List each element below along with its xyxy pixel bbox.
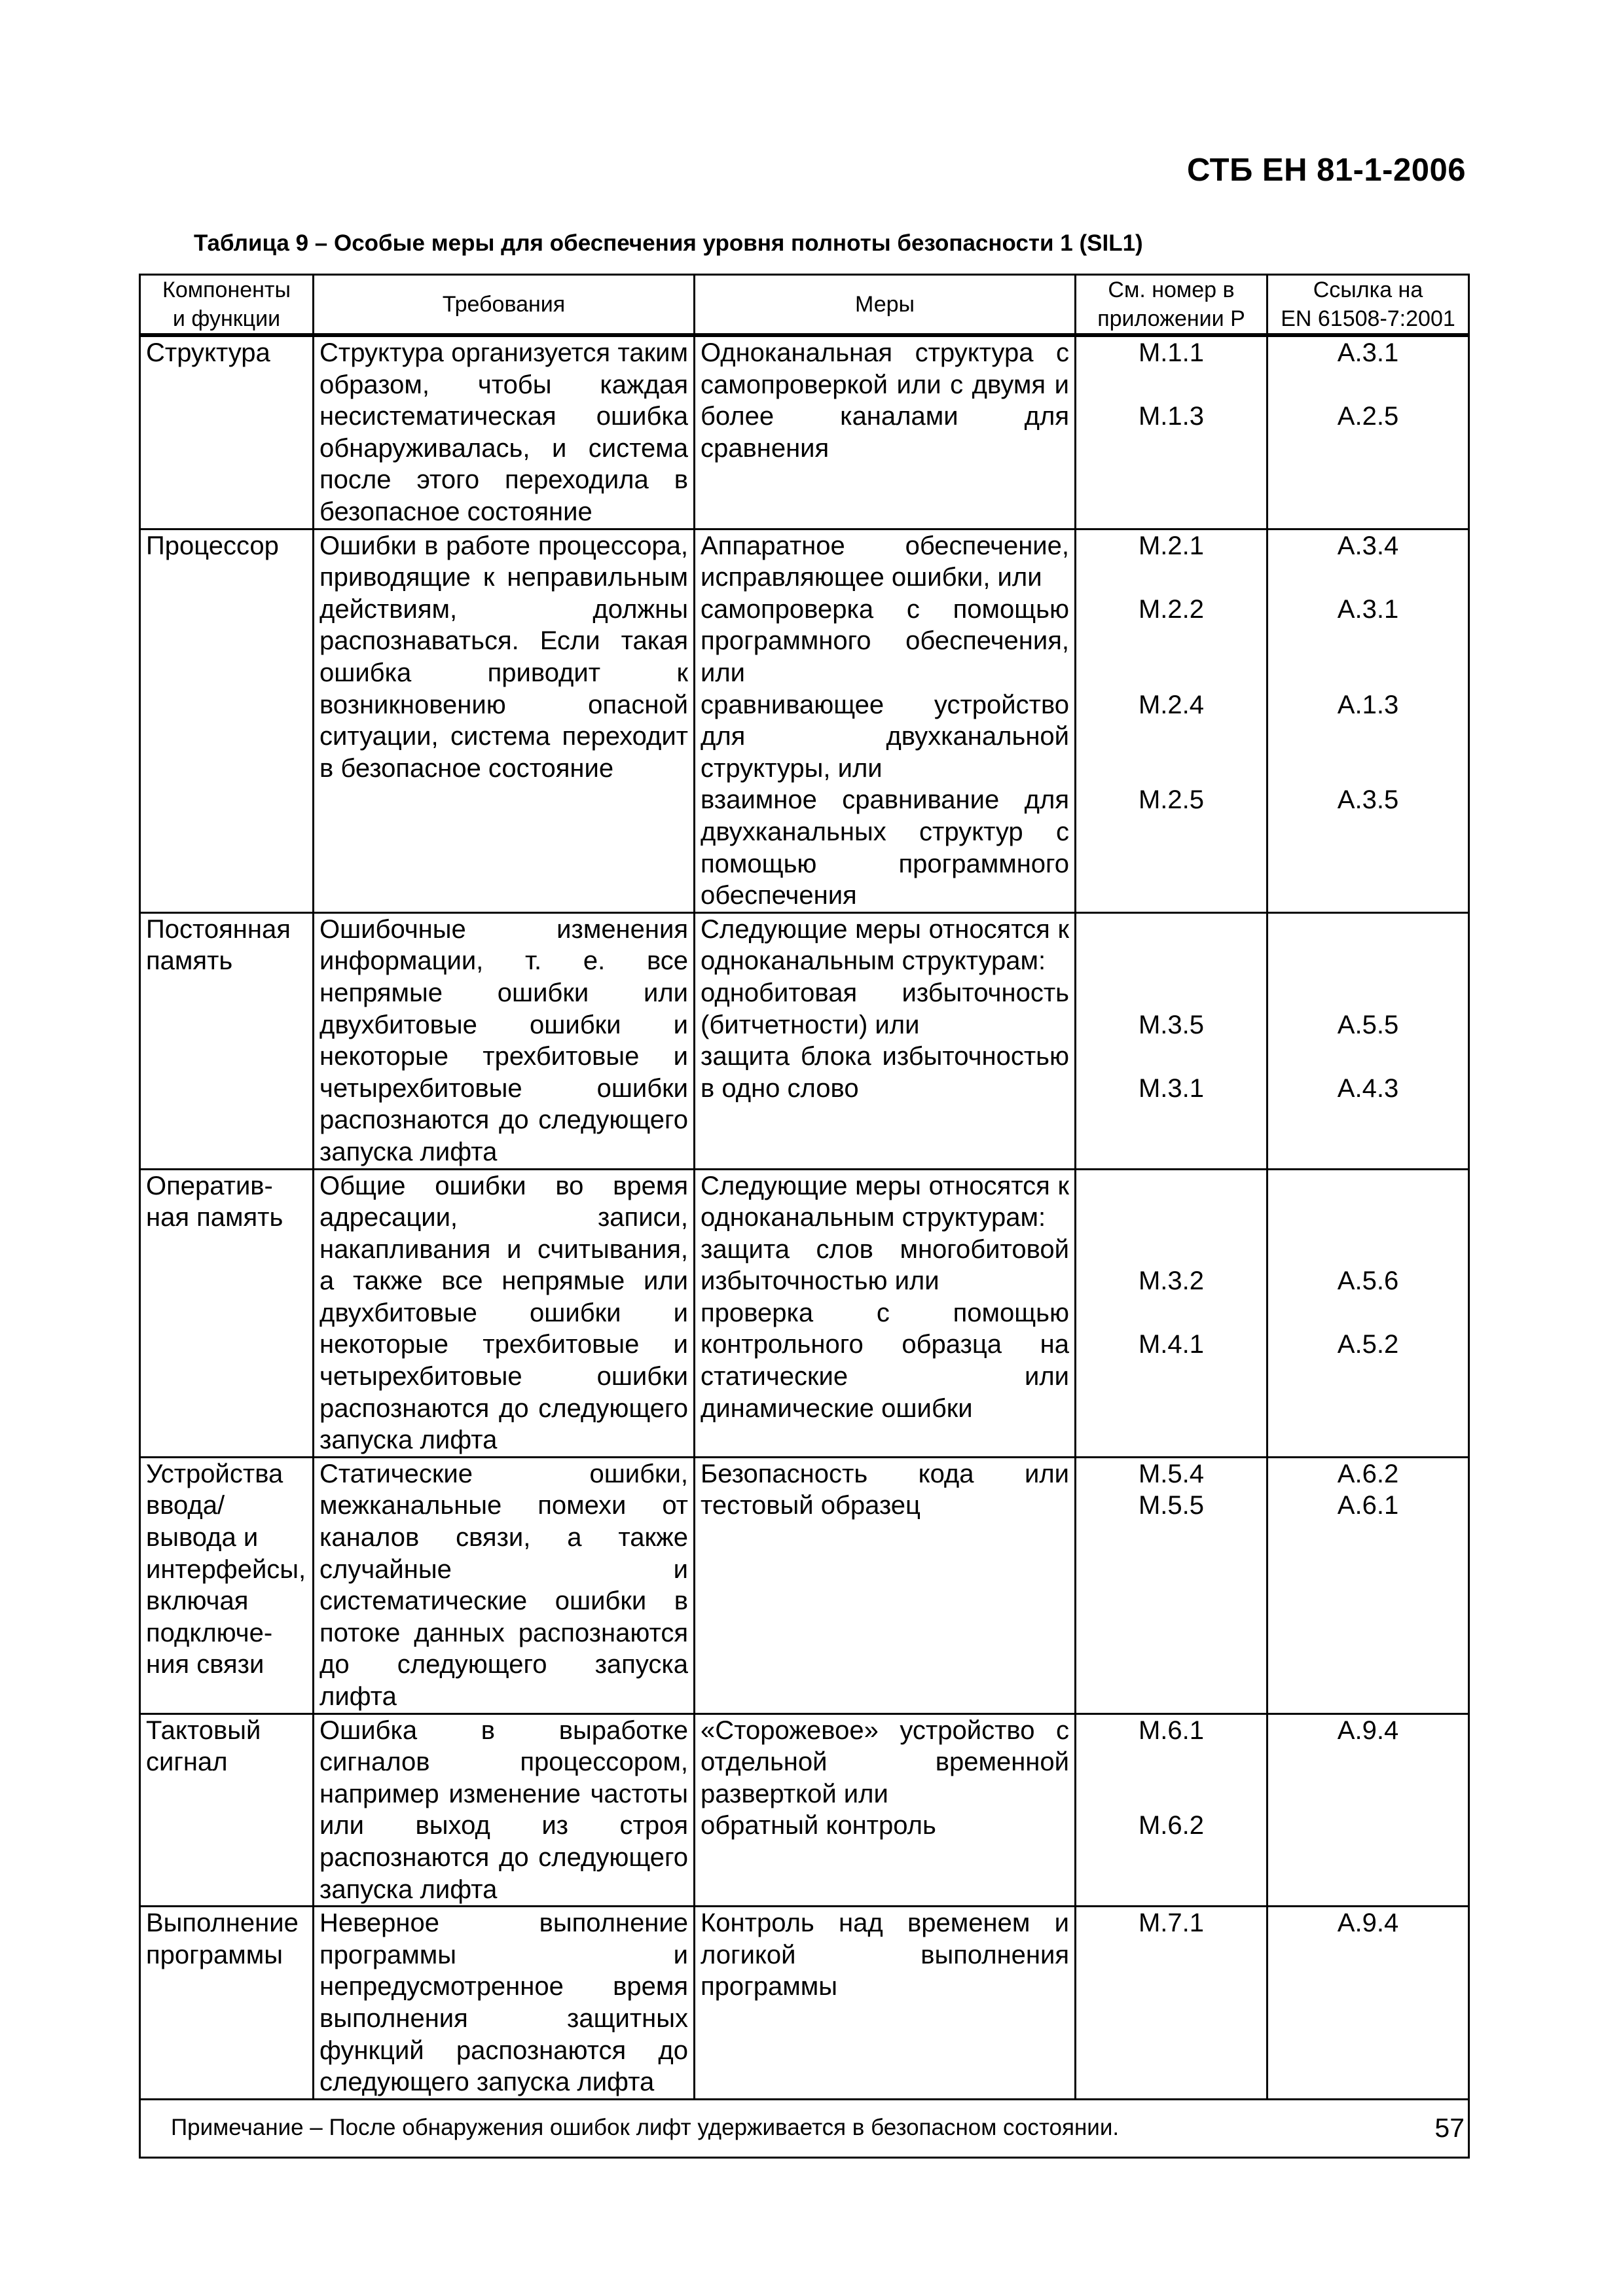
column-header-requirements [314, 275, 695, 336]
component-line: ная память [146, 1203, 283, 1232]
requirement-cell: Ошибочные изменения информации, т. е. все непрямые ошибки или двухбитовые ошибки и некоторые трехбитовые и четырехбитовые ошибки распознаются до следующего запуска лифта [314, 912, 695, 1169]
annex-number: М.5.4 [1138, 1459, 1205, 1488]
measure-item: Аппаратное обеспечение, исправляющее ошибки, или [701, 531, 1069, 592]
component-line: программы [146, 1940, 283, 1969]
column-header-line: Требования [442, 292, 566, 317]
measures-cell [695, 1169, 1076, 1457]
en-reference: A.1.3 [1337, 690, 1399, 719]
table-note-row [140, 2099, 1469, 2157]
annex-number: М.6.1 [1138, 1715, 1205, 1745]
component-line: Постоянная [146, 914, 291, 944]
table-row [140, 335, 1469, 529]
en-reference: A.6.1 [1337, 1491, 1399, 1520]
en-reference: A.2.5 [1337, 402, 1399, 431]
measure-item: Следующие меры относятся к одноканальным структурам: [701, 914, 1069, 976]
measure-item: обратный контроль [701, 1811, 936, 1840]
annex-number-cell [1076, 1907, 1267, 2100]
annex-number-cell [1076, 1457, 1267, 1713]
component-cell [140, 335, 314, 529]
measure-item: защита блока избыточностью в одно слово [701, 1042, 1069, 1103]
component-cell [140, 1713, 314, 1907]
requirement-cell: Ошибка в выработке сигналов процессором, например изменение частоты или выход из строя распознаются до следующего запуска лифта [314, 1713, 695, 1907]
component-line: Процессор [146, 531, 279, 560]
en-reference: A.3.1 [1337, 594, 1399, 624]
en-reference: A.4.3 [1337, 1073, 1399, 1103]
annex-number: М.6.2 [1138, 1811, 1205, 1840]
annex-number: М.2.2 [1138, 594, 1205, 624]
measures-table [139, 274, 1470, 2159]
component-cell [140, 529, 314, 912]
measure-item: однобитовая избыточность (битчетности) или [701, 978, 1069, 1039]
column-header-line: приложении Р [1097, 306, 1245, 331]
measures-cell [695, 529, 1076, 912]
annex-number-cell [1076, 1169, 1267, 1457]
measures-cell [695, 1457, 1076, 1713]
measure-item: взаимное сравнивание для двухканальных структур с помощью программного обеспечения [701, 785, 1069, 910]
table-row [140, 1169, 1469, 1457]
component-line: Структура [146, 338, 270, 367]
column-header-line: Компоненты [162, 278, 291, 302]
measure-item: Следующие меры относятся к одноканальным структурам: [701, 1171, 1069, 1232]
en-reference-cell [1267, 529, 1469, 912]
annex-number: М.2.1 [1138, 531, 1205, 560]
component-line: Тактовый [146, 1715, 261, 1745]
annex-number-cell [1076, 335, 1267, 529]
component-line: включая [146, 1587, 249, 1616]
table-row [140, 529, 1469, 912]
annex-number: М.2.4 [1138, 690, 1205, 719]
requirement-cell: Ошибки в работе процессора, приводящие к неправильным действиям, должны распознаваться. Если такая ошибка приводит к возникновению опасной ситуации, система переходит в безопасное состояние [314, 529, 695, 912]
measure-item: Контроль над временем и логикой выполнения программы [701, 1909, 1069, 2001]
en-reference: A.9.4 [1337, 1909, 1399, 1938]
component-line: Оператив- [146, 1171, 273, 1200]
column-header-en-reference [1267, 275, 1469, 336]
table-header-row [140, 275, 1469, 336]
measure-item: Одноканальная структура с самопроверкой или с двумя и более каналами для сравнения [701, 338, 1069, 463]
en-reference: A.5.2 [1337, 1330, 1399, 1359]
measure-item: самопроверка с помощью программного обеспечения, или [701, 594, 1069, 687]
annex-number: М.4.1 [1138, 1330, 1205, 1359]
requirement-cell: Общие ошибки во время адресации, записи, накапливания и считывания, а также все непрямые или двухбитовые ошибки и некоторые трехбитовые и четырехбитовые ошибки распознаются до следующего запуска лифта [314, 1169, 695, 1457]
column-header-line: См. номер в [1108, 278, 1235, 302]
requirement-cell: Структура организуется таким образом, чтобы каждая несистематическая ошибка обнаруживалась, и система после этого переходила в безопасное состояние [314, 335, 695, 529]
component-cell [140, 912, 314, 1169]
component-line: ввода/ [146, 1491, 225, 1520]
requirement-cell: Статические ошибки, межканальные помехи от каналов связи, а также случайные и систематические ошибки в потоке данных распознаются до следующего запуска лифта [314, 1457, 695, 1713]
measure-item: «Сторожевое» устройство с отдельной временной разверткой или [701, 1715, 1069, 1808]
component-line: сигнал [146, 1748, 228, 1777]
component-line: вывода и [146, 1523, 259, 1552]
column-header-annex-number [1076, 275, 1267, 336]
annex-number: М.1.1 [1138, 338, 1205, 367]
en-reference-cell [1267, 1169, 1469, 1457]
en-reference-cell [1267, 1907, 1469, 2100]
measures-cell [695, 335, 1076, 529]
en-reference: A.3.1 [1337, 338, 1399, 367]
column-header-line: EN 61508-7:2001 [1281, 306, 1455, 331]
measures-cell [695, 1907, 1076, 2100]
annex-number: М.7.1 [1138, 1909, 1205, 1938]
annex-number-cell [1076, 529, 1267, 912]
annex-number-cell [1076, 912, 1267, 1169]
annex-number: М.3.2 [1138, 1266, 1205, 1296]
column-header-line: Ссылка на [1313, 278, 1423, 302]
annex-number: М.3.1 [1138, 1073, 1205, 1103]
en-reference: A.9.4 [1337, 1715, 1399, 1745]
component-line: память [146, 946, 233, 976]
component-line: ния связи [146, 1650, 264, 1679]
en-reference: A.3.4 [1337, 531, 1399, 560]
table-row [140, 912, 1469, 1169]
column-header-line: Меры [855, 292, 915, 317]
measure-item: защита слов многобитовой избыточностью или [701, 1234, 1069, 1296]
measures-cell [695, 912, 1076, 1169]
table-body [140, 335, 1469, 2099]
component-cell [140, 1169, 314, 1457]
component-cell [140, 1457, 314, 1713]
component-line: Устройства [146, 1459, 283, 1488]
column-header-measures [695, 275, 1076, 336]
document-code: СТБ ЕН 81-1-2006 [1186, 152, 1466, 188]
en-reference-cell [1267, 1713, 1469, 1907]
annex-number: М.5.5 [1138, 1491, 1205, 1520]
en-reference: A.6.2 [1337, 1459, 1399, 1488]
table-row [140, 1907, 1469, 2100]
component-line: подключе- [146, 1618, 273, 1647]
measure-item: проверка с помощью контрольного образца на статические или динамические ошибки [701, 1298, 1069, 1423]
table-title: Таблица 9 – Особые меры для обеспечения уровня полноты безопасности 1 (SIL1) [194, 230, 1143, 256]
page-number: 57 [1434, 2113, 1465, 2143]
component-cell [140, 1907, 314, 2100]
en-reference: A.5.5 [1337, 1010, 1399, 1039]
measures-cell [695, 1713, 1076, 1907]
annex-number: М.3.5 [1138, 1010, 1205, 1039]
en-reference-cell [1267, 335, 1469, 529]
en-reference-cell [1267, 912, 1469, 1169]
table-row [140, 1713, 1469, 1907]
column-header-components [140, 275, 314, 336]
en-reference-cell [1267, 1457, 1469, 1713]
en-reference [1273, 1810, 1463, 1842]
table-row [140, 1457, 1469, 1713]
component-line: Выполнение [146, 1909, 299, 1938]
requirement-cell: Неверное выполнение программы и непредусмотренное время выполнения защитных функций распознаются до следующего запуска лифта [314, 1907, 695, 2100]
annex-number-cell [1076, 1713, 1267, 1907]
measure-item: сравнивающее устройство для двухканальной структуры, или [701, 690, 1069, 783]
en-reference: A.3.5 [1337, 785, 1399, 815]
column-header-line: и функции [172, 306, 281, 331]
table-note: Примечание – После обнаружения ошибок лифт удерживается в безопасном состоянии. [140, 2099, 1469, 2157]
measure-item: Безопасность кода или тестовый образец [701, 1459, 1069, 1520]
component-line: интерфейсы, [146, 1554, 306, 1584]
en-reference: A.5.6 [1337, 1266, 1399, 1296]
annex-number: М.2.5 [1138, 785, 1205, 815]
annex-number: М.1.3 [1138, 402, 1205, 431]
